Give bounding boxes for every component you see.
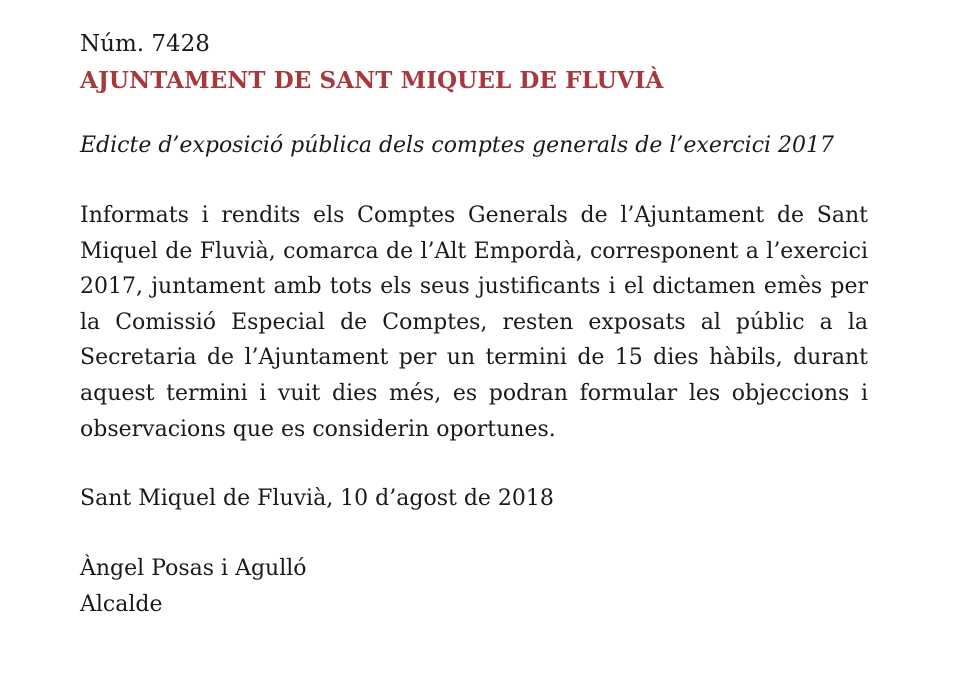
signer-role: Alcalde — [80, 592, 163, 618]
place-and-date: Sant Miquel de Fluvià, 10 d’agost de 2018 — [80, 486, 554, 512]
signer-name: Àngel Posas i Agulló — [80, 556, 307, 582]
edict-subtitle: Edicte d’exposició pública dels comptes generals de l’exercici 2017 — [80, 133, 835, 158]
institution-title: AJUNTAMENT DE SANT MIQUEL DE FLUVIÀ — [80, 67, 664, 94]
edict-body: Informats i rendits els Comptes Generals de l’Ajuntament de Sant Miquel de Fluvià, comarca de l’Alt Empordà, corresponent a l’exercici 2017, juntament amb tots els seus justificants i el dictamen emès per la Comissió Especial de Comptes, resten exposats al públic a la Secretaria de l’Ajuntament per un termini de 15 dies hàbils, durant aquest termini i vuit dies més, es podran formular les objeccions i observacions que es considerin oportunes. — [80, 203, 868, 442]
announcement-number: Núm. 7428 — [80, 31, 210, 57]
edict-document — [80, 28, 868, 623]
